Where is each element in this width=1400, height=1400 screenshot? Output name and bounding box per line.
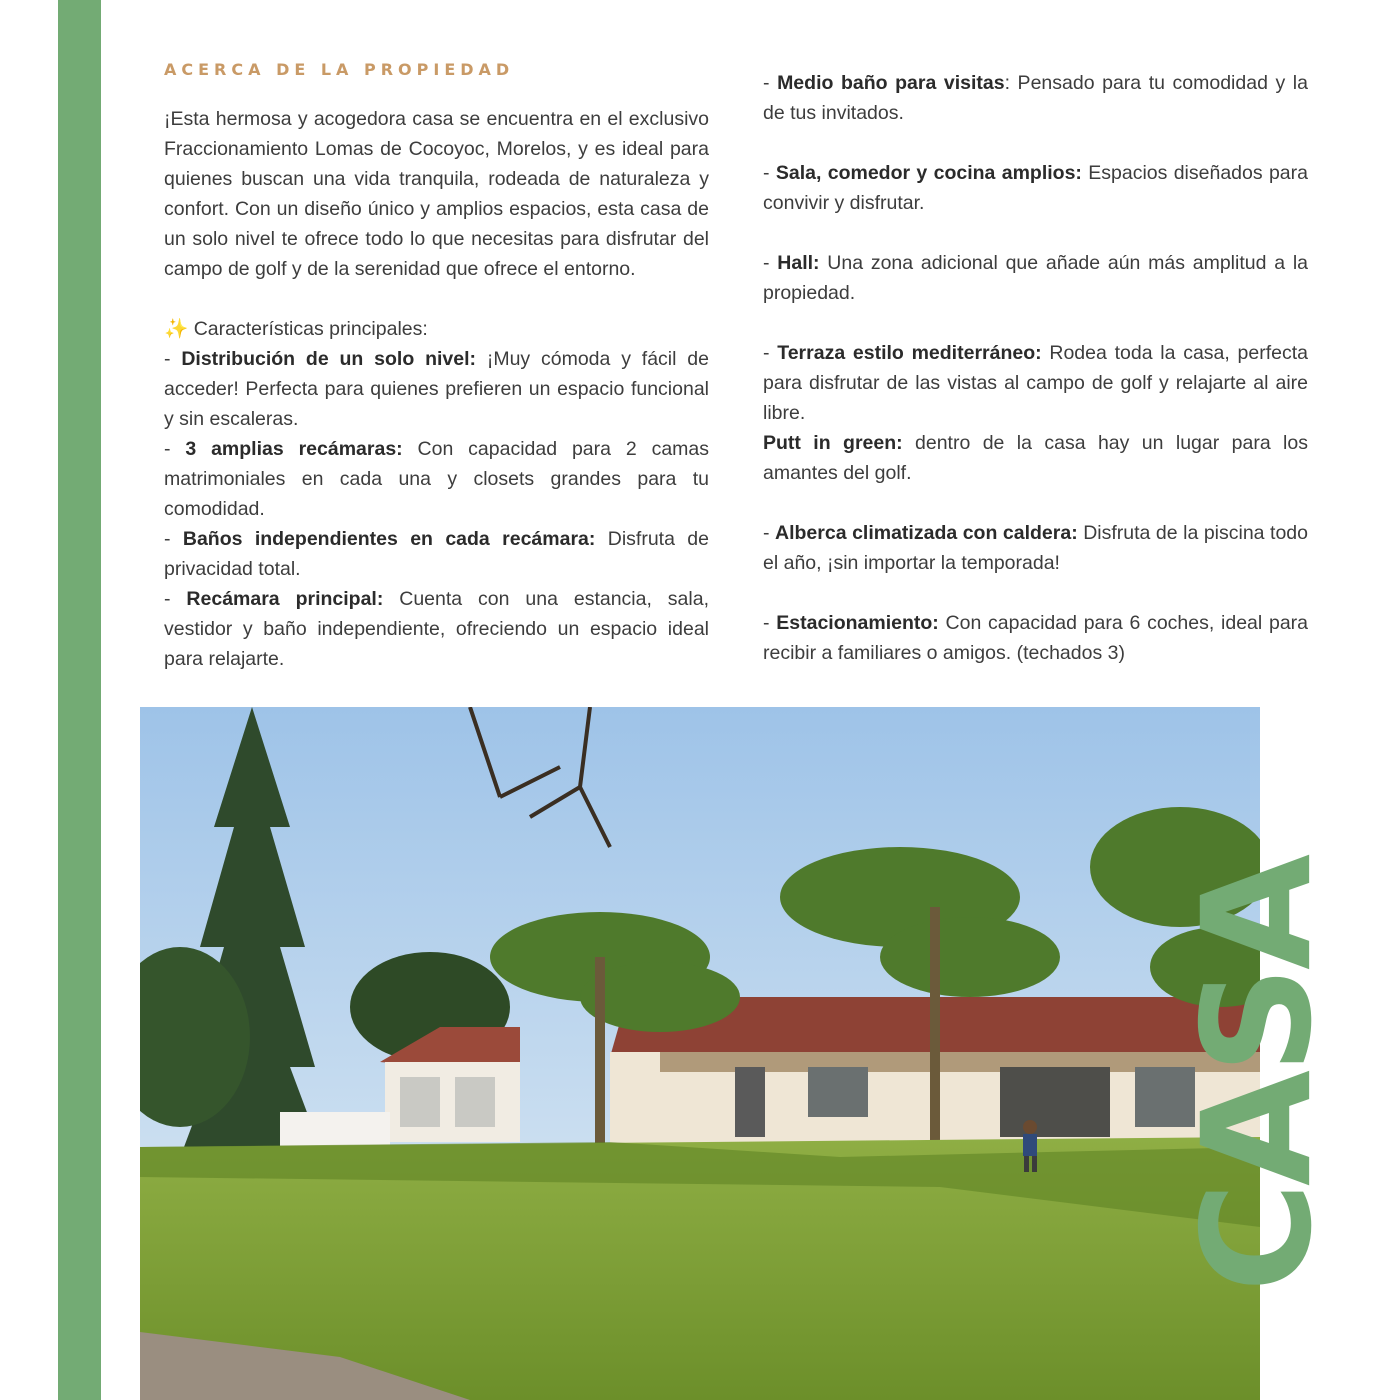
feature-label: Distribución de un solo nivel: (181, 348, 476, 370)
section-title: ACERCA DE LA PROPIEDAD (164, 60, 515, 79)
feature-label: Alberca climatizada con caldera: (775, 522, 1078, 544)
feature-item: - Distribución de un solo nivel: ¡Muy cómoda y fácil de acceder! Perfecta para quienes prefieren un espacio funcional y sin escaleras. (164, 348, 709, 430)
house-photo (140, 707, 1260, 1400)
feature-item: - Medio baño para visitas: Pensado para tu comodidad y la de tus invitados. (763, 72, 1308, 124)
feature-text: Rodea toda la casa, perfecta para disfrutar de las vistas al campo de golf y relajarte al aire libre. (763, 342, 1309, 424)
feature-item: - Baños independientes en cada recámara: Disfruta de privacidad total. (164, 528, 709, 580)
left-column (164, 104, 709, 674)
feature-label: Medio baño para visitas (777, 72, 1005, 94)
feature-label: Recámara principal: (186, 588, 384, 610)
left-accent-bar (58, 0, 101, 1400)
feature-item: - Recámara principal: Cuenta con una estancia, sala, vestidor y baño independiente, ofreciendo un espacio ideal para relajarte. (164, 588, 710, 670)
side-label-casa (1171, 857, 1346, 1293)
intro-paragraph: ¡Esta hermosa y acogedora casa se encuentra en el exclusivo Fraccionamiento Lomas de Cocoyoc, Morelos, y es ideal para quienes buscan una vida tranquila, rodeada de naturaleza y confort. Con un diseño único y amplios espacios, esta casa de un solo nivel te ofrece todo lo que necesitas para disfrutar del campo de golf y de la serenidad que ofrece el entorno. (164, 108, 709, 280)
feature-item (763, 428, 1308, 488)
feature-item: - Terraza estilo mediterráneo: Rodea toda la casa, perfecta para disfrutar de las vistas al campo de golf y relajarte al aire libre. (763, 342, 1309, 424)
feature-item: - Hall: Una zona adicional que añade aún más amplitud a la propiedad. (763, 252, 1308, 304)
feature-label: Hall: (777, 252, 820, 274)
side-label-text: CASA (1171, 857, 1346, 1293)
feature-text: Con capacidad para 6 coches, ideal para recibir a familiares o amigos. (techados 3) (763, 612, 1308, 664)
feature-text: ¡Muy cómoda y fácil de acceder! Perfecta para quienes prefieren un espacio funcional y sin escaleras. (164, 348, 709, 430)
feature-text: Cuenta con una estancia, sala, vestidor y baño independiente, ofreciendo un espacio ideal para relajarte. (164, 588, 710, 670)
feature-item: - 3 amplias recámaras: Con capacidad para 2 camas matrimoniales en cada una y closets grandes para tu comodidad. (164, 438, 709, 520)
feature-label: Sala, comedor y cocina amplios: (775, 162, 1082, 184)
feature-text: dentro de la casa hay un lugar para los amantes del golf. (763, 432, 1308, 484)
feature-label: 3 amplias recámaras: (185, 438, 403, 460)
feature-item: - Estacionamiento: Con capacidad para 6 coches, ideal para recibir a familiares o amigos. (techados 3) (763, 612, 1308, 664)
feature-text: Disfruta de privacidad total. (164, 528, 709, 580)
feature-text: : Pensado para tu comodidad y la de tus invitados. (763, 72, 1308, 124)
right-column (763, 68, 1308, 668)
feature-item: - Sala, comedor y cocina amplios: Espacios diseñados para convivir y disfrutar. (763, 162, 1308, 214)
features-heading-text: ✨ Características principales: (164, 318, 428, 340)
feature-text: Espacios diseñados para convivir y disfrutar. (763, 162, 1308, 214)
features-heading (164, 314, 709, 344)
feature-item: - Alberca climatizada con caldera: Disfruta de la piscina todo el año, ¡sin importar la temporada! (763, 522, 1308, 574)
feature-label: Putt in green: (763, 432, 903, 454)
feature-label: Baños independientes en cada recámara: (182, 528, 596, 550)
feature-text: Con capacidad para 2 camas matrimoniales en cada una y closets grandes para tu comodidad. (164, 438, 709, 520)
feature-label: Estacionamiento: (776, 612, 939, 634)
feature-text: Una zona adicional que añade aún más amplitud a la propiedad. (763, 252, 1308, 304)
feature-label: Terraza estilo mediterráneo: (777, 342, 1042, 364)
feature-text: Disfruta de la piscina todo el año, ¡sin importar la temporada! (763, 522, 1308, 574)
